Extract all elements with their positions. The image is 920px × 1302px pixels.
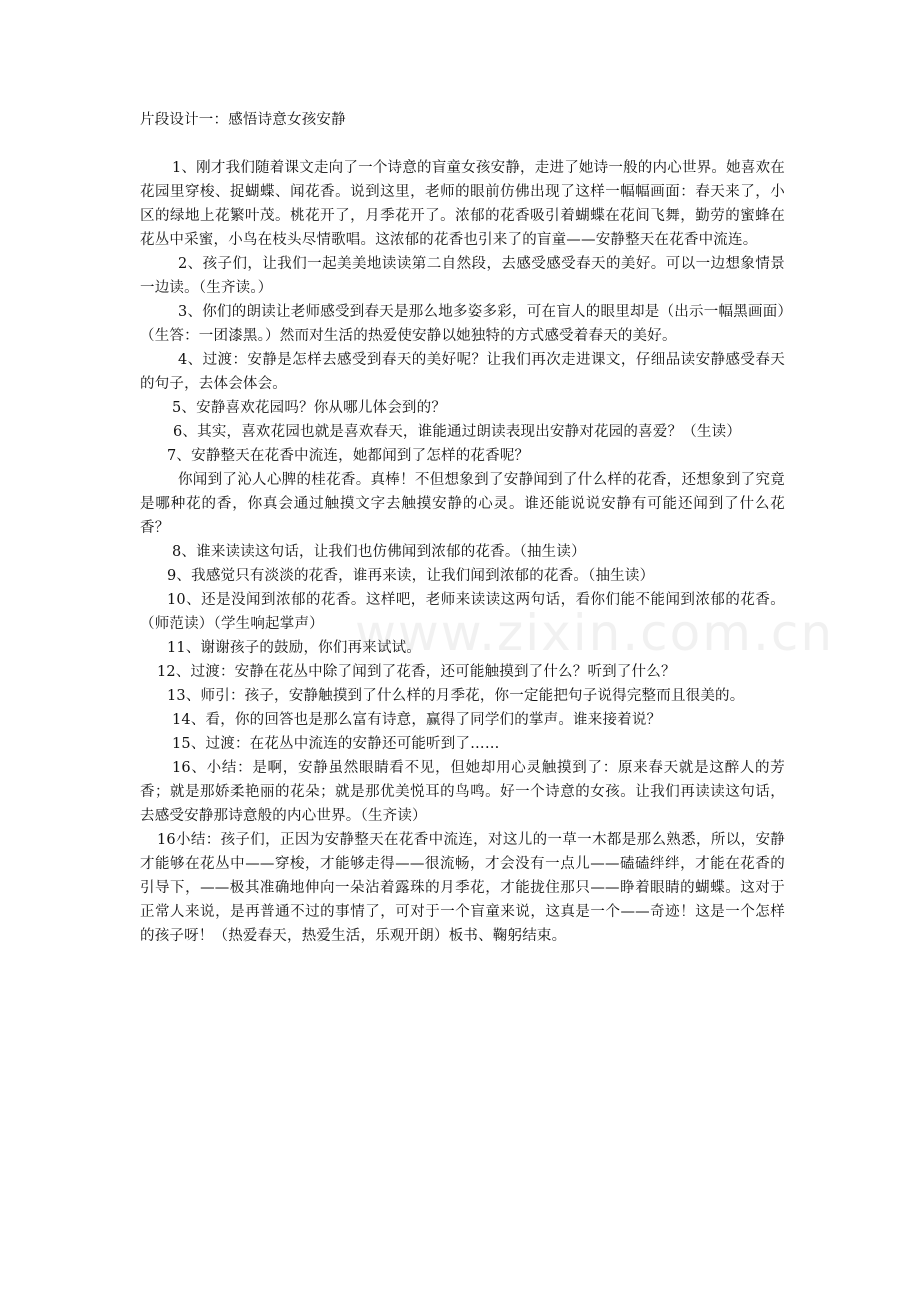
paragraph-7: 7、安静整天在花香中流连，她都闻到了怎样的花香呢？ xyxy=(167,448,530,464)
paragraph-4: 4、过渡：安静是怎样去感受到春天的美好呢？让我们再次走进课文，仔细品读安静感受春天的句子，去体会体会。 xyxy=(140,352,785,392)
paragraph-15: 15、过渡：在花丛中流连的安静还可能听到了…… xyxy=(172,736,500,752)
paragraph-12: 12、过渡：安静在花丛中除了闻到了花香，还可能触摸到了什么？听到了什么？ xyxy=(157,664,676,680)
paragraph-13: 13、师引：孩子，安静触摸到了什么样的月季花，你一定能把句子说得完整而且很美的。 xyxy=(167,688,745,704)
document-body xyxy=(140,108,785,948)
paragraph-3: 3、你们的朗读让老师感受到春天是那么地多姿多彩，可在盲人的眼里却是（出示一幅黑画面）（生答：一团漆黑。）然而对生活的热爱使安静以她独特的方式感受着春天的美好。 xyxy=(140,304,785,344)
paragraph-8: 8、谁来读读这句话，让我们也仿佛闻到浓郁的花香。（抽生读） xyxy=(172,544,586,560)
paragraph-7-detail: 你闻到了沁人心脾的桂花香。真棒！不但想象到了安静闻到了什么样的花香，还想象到了究竟是哪种花的香，你真会通过触摸文字去触摸安静的心灵。谁还能说说安静有可能还闻到了什么花香？ xyxy=(140,472,785,536)
paragraph-1: 1、刚才我们随着课文走向了一个诗意的盲童女孩安静，走进了她诗一般的内心世界。她喜欢在花园里穿梭、捉蝴蝶、闻花香。说到这里，老师的眼前仿佛出现了这样一幅幅画面：春天来了，小区的绿地上花繁叶茂。桃花开了，月季花开了。浓郁的花香吸引着蝴蝶在花间飞舞，勤劳的蜜蜂在花丛中采蜜，小鸟在枝头尽情歌唱。这浓郁的花香也引来了的盲童——安静整天在花香中流连。 xyxy=(140,160,785,248)
watermark: www.zixin.com.cn xyxy=(355,604,835,662)
paragraph-14: 14、看，你的回答也是那么富有诗意，赢得了同学们的掌声。谁来接着说？ xyxy=(172,712,662,728)
paragraph-10: 10、还是没闻到浓郁的花香。这样吧，老师来读读这两句话，看你们能不能闻到浓郁的花香。（师范读）（学生响起掌声） xyxy=(140,592,785,632)
paragraph-5: 5、安静喜欢花园吗？你从哪儿体会到的？ xyxy=(172,400,447,416)
paragraph-9: 9、我感觉只有淡淡的花香，谁再来读，让我们闻到浓郁的花香。（抽生读） xyxy=(167,568,655,584)
paragraph-6: 6、其实，喜欢花园也就是喜欢春天，谁能通过朗读表现出安静对花园的喜爱？（生读） xyxy=(173,424,742,440)
section-title: 片段设计一：感悟诗意女孩安静 xyxy=(140,112,346,128)
paragraph-16: 16、小结：是啊，安静虽然眼睛看不见，但她却用心灵触摸到了：原来春天就是这醉人的芳香；就是那娇柔艳丽的花朵；就是那优美悦耳的鸟鸣。好一个诗意的女孩。让我们再读读这句话，去感受安静那诗意般的内心世界。（生齐读） xyxy=(140,760,785,824)
paragraph-2: 2、孩子们，让我们一起美美地读读第二自然段，去感受感受春天的美好。可以一边想象情景一边读。（生齐读。） xyxy=(140,256,785,296)
paragraph-11: 11、谢谢孩子的鼓励，你们再来试试。 xyxy=(167,640,422,656)
paragraph-16-summary: 16小结：孩子们，正因为安静整天在花香中流连，对这儿的一草一木都是那么熟悉，所以，安静才能够在花丛中——穿梭，才能够走得——很流畅，才会没有一点儿——磕磕绊绊，才能在花香的引导下，——极其准确地伸向一朵沾着露珠的月季花，才能拢住那只——睁着眼睛的蝴蝶。这对于正常人来说，是再普通不过的事情了，可对于一个盲童来说，这真是一个——奇迹！这是一个怎样的孩子呀！（热爱春天，热爱生活，乐观开朗）板书、鞠躬结束。 xyxy=(140,832,785,944)
